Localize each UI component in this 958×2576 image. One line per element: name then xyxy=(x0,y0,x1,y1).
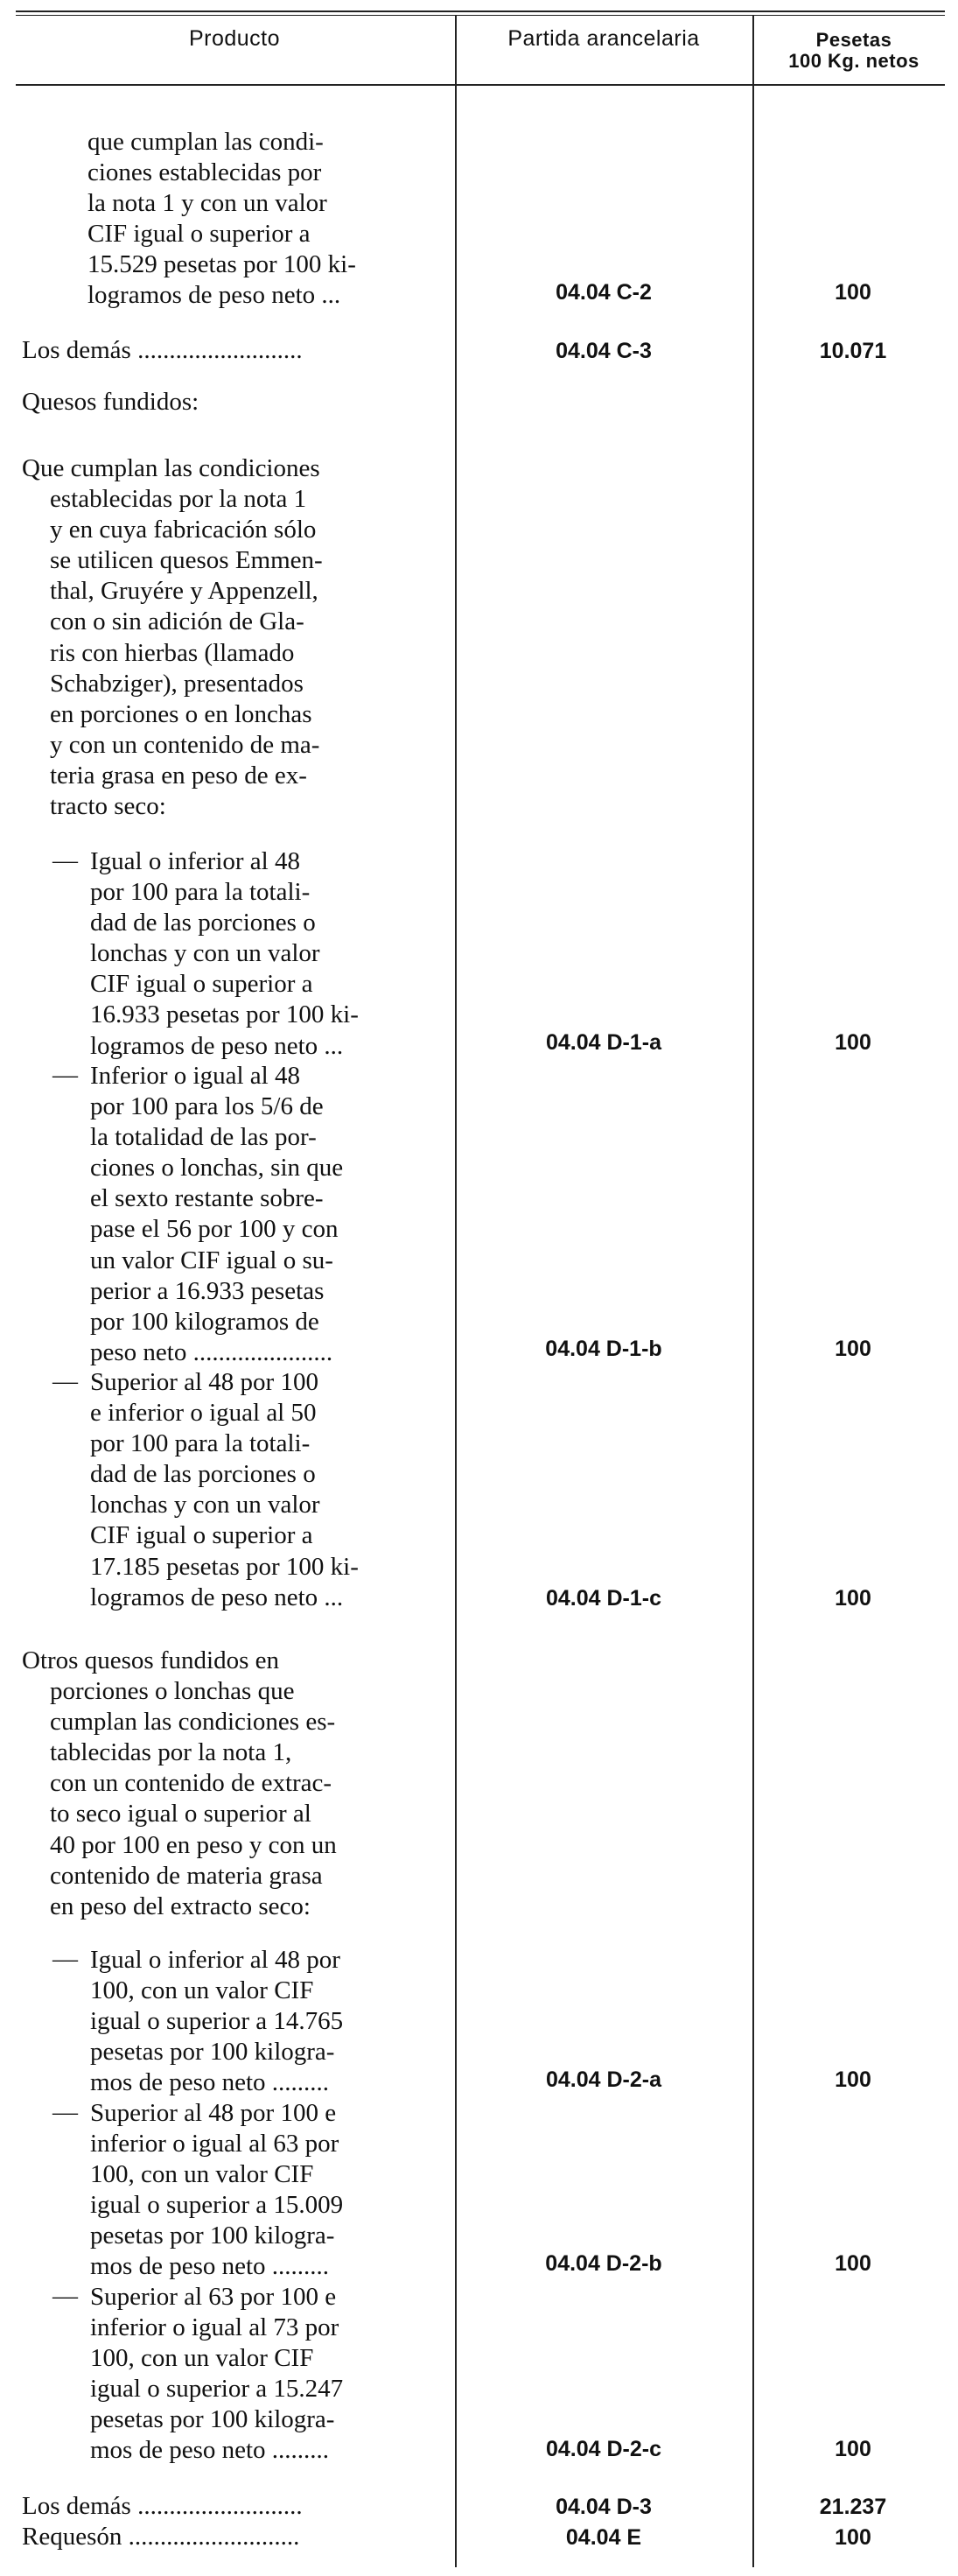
row-value-d2a: 100 xyxy=(835,2067,871,2092)
row-value-d1c: 100 xyxy=(835,1586,871,1611)
row-code-d2b: 04.04 D-2-b xyxy=(545,2251,662,2276)
row-code-d1b: 04.04 D-1-b xyxy=(545,1337,662,1361)
row-code-d2a: 04.04 D-2-a xyxy=(545,2067,662,2092)
row-value-c3: 10.071 xyxy=(819,339,887,363)
row-value-e: 100 xyxy=(835,2525,871,2550)
header-producto: Producto xyxy=(188,26,281,51)
row-text-e: Requesón ........................... xyxy=(22,2523,300,2551)
row-text-d3: Los demás .......................... xyxy=(22,2492,303,2520)
header-rule xyxy=(16,84,945,86)
row-text-d2b: Superior al 48 por 100 e inferior o igual al 63 por 100, con un valor CIF igual o superior a 15.009 pesetas por 100 kilogra- mos de peso neto ......... xyxy=(90,2099,344,2281)
row-text-d1b: Inferior o igual al 48 por 100 para los 5/6 de la totalidad de las por- ciones o lonchas, sin que el sexto restante sobre- pase el 56 por 100 y con un valor CIF igual o su- perior a 16.933 pesetas por 100 kilogramos de peso neto ...................... xyxy=(90,1062,344,1366)
row-text-c3: Los demás .......................... xyxy=(22,336,303,364)
row-code-c2: 04.04 C-2 xyxy=(556,280,652,305)
row-value-d2c: 100 xyxy=(835,2437,871,2461)
row-text-d2c: Superior al 63 por 100 e inferior o igual al 73 por 100, con un valor CIF igual o superior a 15.247 pesetas por 100 kilogra- mos de peso neto ......... xyxy=(90,2283,344,2465)
bullet-dash: — xyxy=(52,2282,78,2310)
section-heading-quesos-fundidos: Quesos fundidos: xyxy=(22,388,199,416)
row-code-c3: 04.04 C-3 xyxy=(556,339,652,363)
row-value-d2b: 100 xyxy=(835,2251,871,2276)
row-text-d1a: Igual o inferior al 48 por 100 para la totali- dad de las porciones o lonchas y con un valor CIF igual o superior a 16.933 pesetas por 100 ki- logramos de peso neto ... xyxy=(90,847,359,1060)
top-rule-thin xyxy=(16,15,945,16)
row-text-d2a: Igual o inferior al 48 por 100, con un valor CIF igual o superior a 14.765 pesetas por 100 kilogra- mos de peso neto ......... xyxy=(90,1946,344,2097)
header-pesetas: Pesetas xyxy=(815,29,892,51)
bullet-dash: — xyxy=(52,2098,78,2126)
header-pesetas-unit: 100 Kg. netos xyxy=(788,50,920,72)
header-partida: Partida arancelaria xyxy=(507,26,700,51)
row-text-d1c: Superior al 48 por 100 e inferior o igual al 50 por 100 para la totali- dad de las porciones o lonchas y con un valor CIF igual o superior a 17.185 pesetas por 100 ki- logramos de peso neto ... xyxy=(90,1368,359,1611)
row-text-c2: que cumplan las condi- ciones establecidas por la nota 1 y con un valor CIF igual o superior a 15.529 pesetas por 100 ki- logramos de peso neto ... xyxy=(87,128,356,310)
column-divider-2 xyxy=(752,16,754,2567)
bullet-dash: — xyxy=(52,1061,78,1089)
column-divider-1 xyxy=(455,16,457,2567)
row-value-d3: 21.237 xyxy=(819,2495,887,2519)
intro-paragraph-2: Otros quesos fundidos en porciones o lonchas que cumplan las condiciones es- tablecidas por la nota 1, con un contenido de extrac- to seco igual o superior al 40 por 100 en peso y con un contenido de materia grasa en peso del extracto seco: xyxy=(22,1646,337,1920)
row-code-d1c: 04.04 D-1-c xyxy=(545,1586,662,1611)
row-code-e: 04.04 E xyxy=(565,2525,642,2550)
intro-paragraph-1: Que cumplan las condiciones establecidas por la nota 1 y en cuya fabricación sólo se utilicen quesos Emmen- thal, Gruyére y Appenzell, con o sin adición de Gla- ris con hierbas (llamado Schabziger), presentados en porciones o en lonchas y con un contenido de ma- teria grasa en peso de ex- tracto seco: xyxy=(22,454,323,821)
row-value-c2: 100 xyxy=(835,280,871,305)
row-code-d2c: 04.04 D-2-c xyxy=(545,2437,662,2461)
bullet-dash: — xyxy=(52,1367,78,1395)
bullet-dash: — xyxy=(52,846,78,874)
row-value-d1a: 100 xyxy=(835,1030,871,1055)
row-code-d1a: 04.04 D-1-a xyxy=(545,1030,662,1055)
row-code-d3: 04.04 D-3 xyxy=(556,2495,652,2519)
row-value-d1b: 100 xyxy=(835,1337,871,1361)
bullet-dash: — xyxy=(52,1945,78,1973)
top-rule xyxy=(16,11,945,12)
